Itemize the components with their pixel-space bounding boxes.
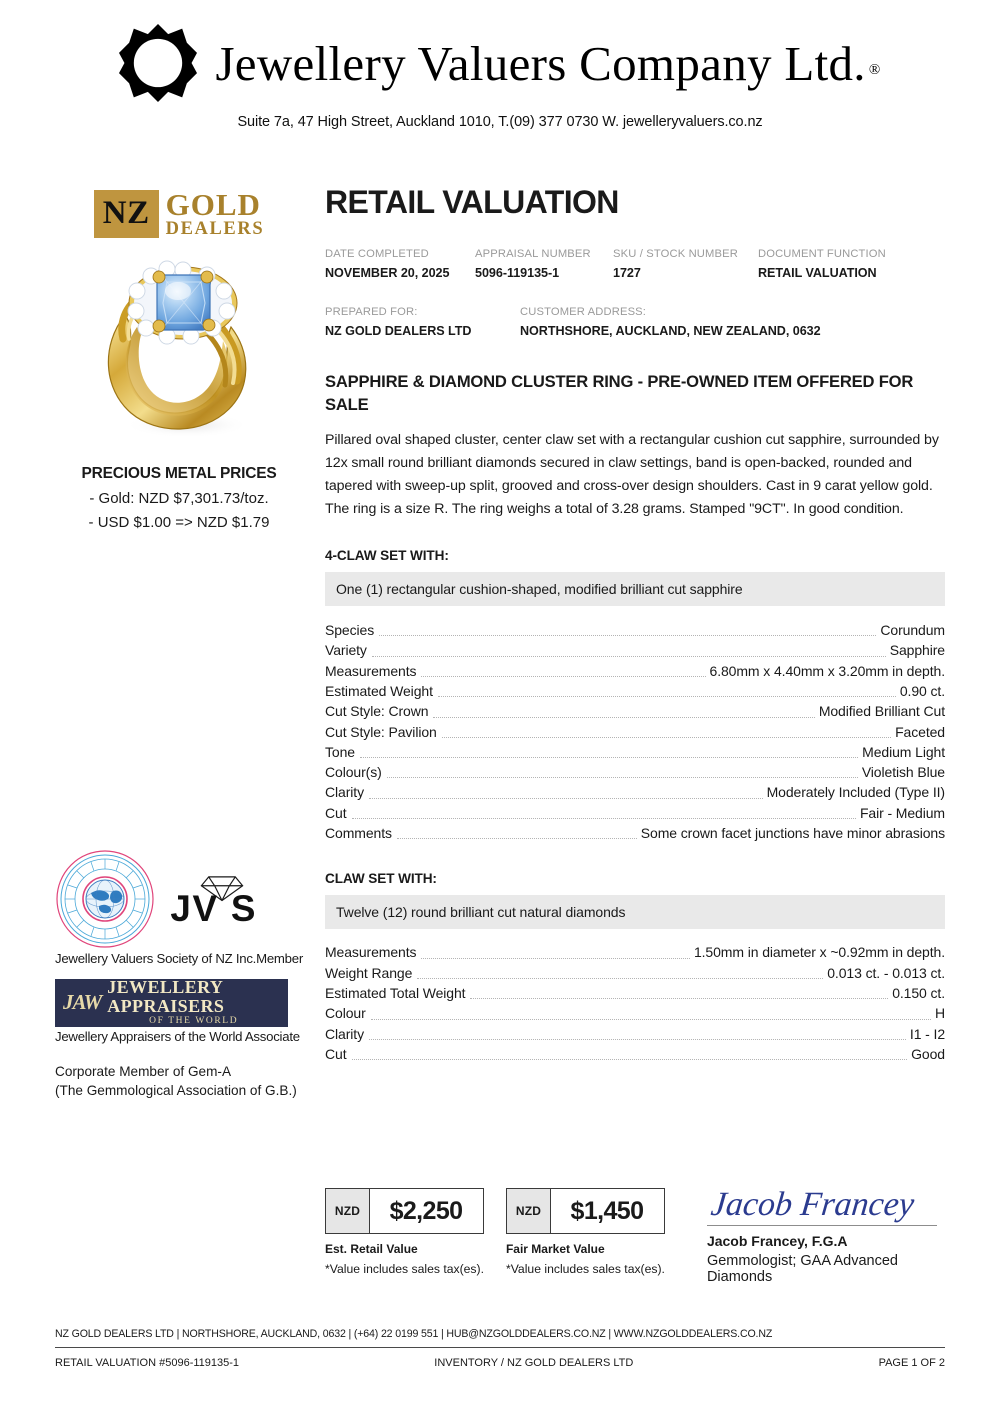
spec-value: Violetish Blue (861, 764, 945, 781)
dot-leader (421, 676, 705, 677)
section-heading-sapphire: 4-CLAW SET WITH: (325, 548, 449, 564)
prepared-for (325, 306, 520, 338)
spec-value: 1.50mm in diameter x ~0.92mm in depth. (693, 944, 945, 961)
prepared-for-label: PREPARED FOR: (325, 306, 418, 318)
credentials-block (55, 849, 303, 1101)
customer-address-value: NORTHSHORE, AUCKLAND, NEW ZEALAND, 0632 (520, 324, 821, 338)
signatory-role: Gemmologist; GAA Advanced Diamonds (706, 1253, 898, 1286)
gold-price-line: - Gold: NZD $7,301.73/toz. (89, 489, 269, 507)
valuation-summary-row (0, 1188, 1000, 1285)
spec-label: Cut (325, 804, 347, 821)
spec-row (325, 1024, 945, 1044)
prepared-for-value: NZ GOLD DEALERS LTD (325, 324, 472, 338)
dot-leader (352, 1059, 908, 1060)
spec-label: Cut Style: Pavilion (325, 723, 437, 740)
section-band-sapphire: One (1) rectangular cushion-shaped, modified brilliant cut sapphire (325, 572, 945, 606)
meta-document-function-label: DOCUMENT FUNCTION (758, 248, 886, 260)
dot-leader (438, 696, 896, 697)
spec-label: Measurements (325, 662, 417, 679)
dot-leader (433, 717, 814, 718)
section-heading-diamonds: CLAW SET WITH: (325, 870, 437, 886)
spec-label: Clarity (325, 784, 364, 801)
fair-market-value-box (506, 1188, 665, 1234)
jaw-line1: JEWELLERY APPRAISERS (107, 978, 225, 1016)
page-footer (55, 1328, 945, 1369)
company-name (215, 35, 880, 92)
spec-label: Measurements (325, 944, 417, 961)
est-retail-currency: NZD (326, 1189, 370, 1233)
item-description: Pillared oval shaped cluster, center claw set with a rectangular cushion cut sapphire, surrounded by 12x small round brilliant diamonds secured in claw settings, band is open-backed, rounded and tapered with sweep-up split, grooved and cross-over design shoulders. Cast in 9 carat yellow gold. The ring is a size R. The ring weighs a total of 3.28 grams. Stamped "9CT". In good condition. (325, 432, 939, 518)
dot-leader (470, 998, 888, 999)
spec-value: Some crown facet junctions have minor abrasions (640, 825, 945, 842)
svg-text:V: V (192, 887, 218, 927)
est-retail-note: *Value includes sales tax(es). (325, 1262, 484, 1277)
meta-date-completed-label: DATE COMPLETED (325, 248, 429, 260)
page-title: RETAIL VALUATION (325, 184, 619, 220)
main-content (303, 186, 945, 1100)
content-columns (0, 186, 1000, 1100)
document-meta-row (325, 248, 945, 280)
spec-row (325, 963, 945, 983)
spec-label: Cut (325, 1045, 347, 1062)
item-title: SAPPHIRE & DIAMOND CLUSTER RING - PRE-OWNED ITEM OFFERED FOR SALE (325, 372, 914, 415)
spec-value: H (934, 1005, 945, 1022)
spec-value: 6.80mm x 4.40mm x 3.20mm in depth. (709, 662, 945, 679)
dot-leader (372, 656, 886, 657)
footer-left: RETAIL VALUATION #5096-119135-1 (55, 1357, 240, 1369)
spec-row (325, 641, 945, 661)
footer-row (55, 1348, 945, 1369)
spec-label: Comments (325, 825, 392, 842)
masthead (0, 0, 1000, 130)
jaw-wordmark (107, 979, 280, 1027)
dot-leader (371, 1019, 931, 1020)
fair-market-note: *Value includes sales tax(es). (505, 1262, 665, 1277)
dot-leader (417, 978, 823, 979)
dot-leader (379, 635, 876, 636)
jaw-badge (55, 979, 288, 1027)
registered-trademark-icon: ® (868, 61, 881, 78)
meta-sku-value: 1727 (613, 266, 641, 280)
jaw-caption: Jewellery Appraisers of the World Associate (55, 1028, 300, 1044)
spec-label: Estimated Total Weight (325, 985, 466, 1001)
spec-label: Tone (325, 743, 355, 760)
client-meta-row (325, 306, 945, 338)
meta-date-completed (325, 248, 475, 280)
dot-leader (360, 757, 858, 758)
est-retail-amount: $2,250 (389, 1196, 463, 1225)
fair-market-currency: NZD (507, 1189, 551, 1233)
footer-middle: INVENTORY / NZ GOLD DEALERS LTD (434, 1357, 634, 1369)
fair-market-label: Fair Market Value (505, 1242, 605, 1257)
spec-value: 0.90 ct. (899, 682, 945, 699)
fair-market-amount: $1,450 (570, 1196, 644, 1225)
spec-row (325, 1004, 945, 1024)
ring-photo (79, 249, 279, 449)
spec-row (325, 742, 945, 762)
jaw-monogram: JAW (63, 990, 102, 1014)
dot-leader (387, 777, 858, 778)
nz-gold-dealers-logo (55, 187, 303, 240)
nzgd-wordmark (165, 187, 265, 240)
spec-row (325, 722, 945, 742)
customer-address (520, 306, 821, 338)
spec-label: Estimated Weight (325, 682, 433, 699)
spec-value: Medium Light (862, 743, 945, 760)
spec-value: Faceted (895, 723, 945, 740)
meta-document-function-value: RETAIL VALUATION (758, 266, 877, 280)
spec-value: 0.150 ct. (892, 985, 945, 1001)
meta-appraisal-number-label: APPRAISAL NUMBER (475, 248, 591, 260)
eight-point-star-icon (119, 24, 197, 102)
nzgd-gold-text: GOLD (165, 187, 261, 222)
jewellery-valuers-company-seal-icon (55, 849, 155, 949)
spec-label: Clarity (325, 1025, 364, 1042)
company-name-text: Jewellery Valuers Company Ltd. (215, 35, 866, 91)
signature-script: Jacob Francey (709, 1186, 916, 1224)
spec-row (325, 620, 945, 640)
customer-address-label: CUSTOMER ADDRESS: (520, 306, 647, 318)
spec-row (325, 803, 945, 823)
dot-leader (442, 737, 891, 738)
meta-appraisal-number (475, 248, 613, 280)
fair-market-value-block (506, 1188, 665, 1276)
gem-a-line1: Corporate Member of Gem-A (55, 1063, 232, 1079)
company-contact-line: Suite 7a, 47 High Street, Auckland 1010, T.(09) 377 0730 W. jewelleryvaluers.co.nz (237, 114, 763, 130)
gem-a-line2: (The Gemmological Association of G.B.) (55, 1082, 297, 1098)
dot-leader (369, 798, 763, 799)
svg-text:J: J (170, 887, 191, 927)
nzgd-dealers-text: DEALERS (165, 219, 265, 240)
spec-value: Moderately Included (Type II) (766, 784, 945, 801)
jvs-caption: Jewellery Valuers Society of NZ Inc.Member (55, 950, 303, 966)
spec-label: Colour(s) (325, 764, 382, 781)
spec-value: 0.013 ct. - 0.013 ct. (827, 964, 945, 981)
spec-row (325, 1044, 945, 1064)
spec-list-sapphire (325, 620, 945, 843)
precious-metal-prices (55, 465, 303, 531)
est-retail-value-block (325, 1188, 484, 1276)
est-retail-value-box (325, 1188, 484, 1234)
dot-leader (369, 1039, 906, 1040)
spec-value: I1 - I2 (909, 1025, 945, 1042)
meta-sku-label: SKU / STOCK NUMBER (613, 248, 738, 260)
masthead-row (0, 24, 1000, 102)
footer-right: PAGE 1 OF 2 (878, 1357, 945, 1369)
signature-rule (707, 1225, 937, 1226)
signature-block (707, 1188, 945, 1285)
spec-value: Good (911, 1045, 945, 1062)
metal-prices-title: PRECIOUS METAL PRICES (81, 464, 277, 482)
gem-a-membership (55, 1062, 303, 1101)
meta-date-completed-value: NOVEMBER 20, 2025 (325, 266, 450, 280)
spec-value: Corundum (880, 621, 945, 638)
spec-row (325, 681, 945, 701)
spec-label: Variety (325, 642, 367, 659)
spec-value: Fair - Medium (859, 804, 945, 821)
jvs-logo-icon (163, 871, 281, 927)
spec-label: Species (325, 621, 375, 638)
sidebar (55, 186, 303, 1100)
dot-leader (421, 958, 690, 959)
spec-row (325, 661, 945, 681)
spec-row (325, 763, 945, 783)
spec-row (325, 783, 945, 803)
spec-row (325, 702, 945, 722)
jaw-line2: OF THE WORLD (149, 1016, 239, 1027)
meta-sku (613, 248, 758, 280)
nzgd-badge-text: NZ (94, 190, 159, 238)
signatory-name: Jacob Francey, F.G.A (706, 1233, 848, 1250)
section-band-diamonds: Twelve (12) round brilliant cut natural diamonds (325, 895, 945, 929)
dot-leader (397, 838, 637, 839)
spec-list-diamonds (325, 943, 945, 1065)
exchange-rate-line: - USD $1.00 => NZD $1.79 (88, 513, 270, 531)
spec-row (325, 984, 945, 1004)
spec-value: Sapphire (889, 642, 945, 659)
spec-label: Cut Style: Crown (325, 703, 429, 720)
footer-address: NZ GOLD DEALERS LTD | NORTHSHORE, AUCKLAND, 0632 | (+64) 22 0199 551 | HUB@NZGOLDDEALERS.CO.NZ | WWW.NZGOLDDEALERS.CO.NZ (55, 1328, 773, 1340)
svg-text:S: S (230, 887, 256, 927)
est-retail-label: Est. Retail Value (325, 1242, 418, 1257)
spec-row (325, 943, 945, 963)
spec-value: Modified Brilliant Cut (818, 703, 945, 720)
meta-document-function (758, 248, 886, 280)
spec-row (325, 824, 945, 844)
dot-leader (352, 818, 856, 819)
spec-label: Weight Range (325, 964, 413, 981)
credentials-logos-row (55, 849, 303, 949)
spec-label: Colour (325, 1005, 366, 1022)
meta-appraisal-number-value: 5096-119135-1 (475, 266, 560, 280)
